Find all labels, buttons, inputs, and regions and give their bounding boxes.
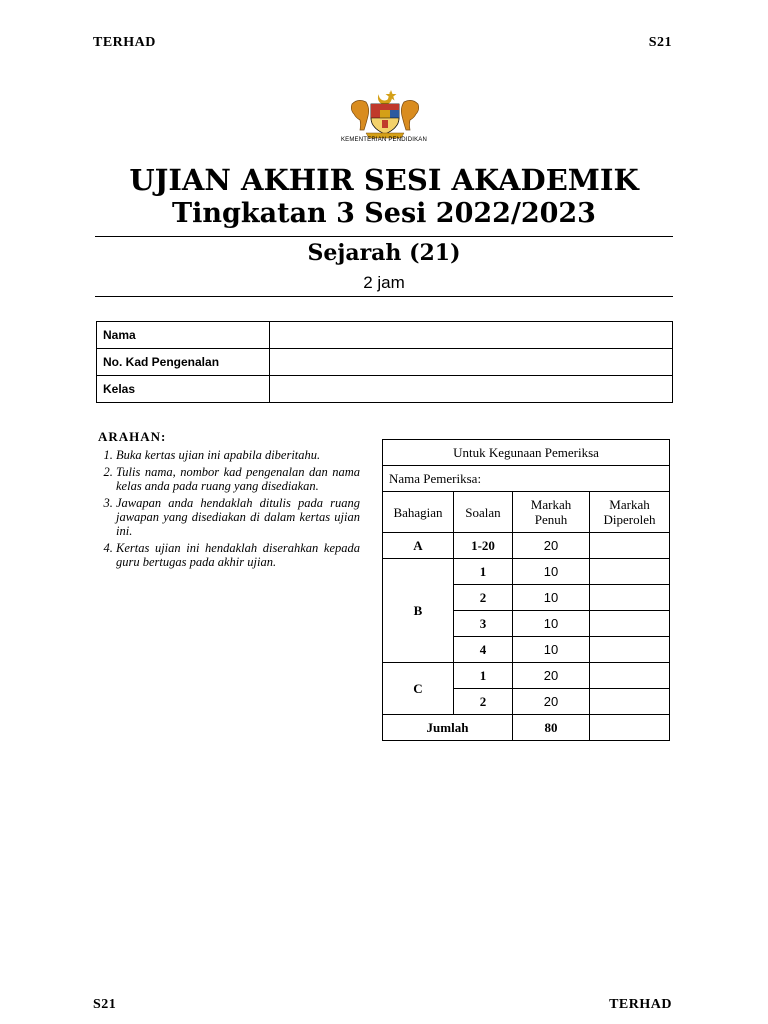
section-c: C: [383, 663, 454, 715]
full-marks: 20: [513, 663, 590, 689]
header-paper-code: S21: [648, 35, 672, 50]
examiner-table-title: Untuk Kegunaan Pemeriksa: [383, 440, 670, 466]
field-input-name[interactable]: [270, 322, 673, 349]
footer-classification: TERHAD: [609, 997, 672, 1012]
instruction-item: 2. Tulis nama, nombor kad pengenalan dan nama kelas anda pada ruang yang disediakan.: [116, 465, 360, 493]
field-input-ic[interactable]: [270, 349, 673, 376]
footer-paper-code: S21: [93, 997, 117, 1012]
col-header-markah-penuh: Markah Penuh: [513, 492, 590, 533]
full-marks: 10: [513, 637, 590, 663]
candidate-row-ic: [97, 349, 673, 376]
header-classification: TERHAD: [93, 35, 156, 50]
exam-form-session: Tingkatan 3 Sesi 2022/2023: [172, 198, 596, 229]
divider-top: [95, 236, 673, 237]
marks-obtained-input[interactable]: [590, 663, 670, 689]
marks-obtained-input[interactable]: [590, 637, 670, 663]
candidate-row-name: [97, 322, 673, 349]
question-number: 2: [454, 585, 513, 611]
question-number: 1-20: [454, 533, 513, 559]
marks-obtained-input[interactable]: [590, 533, 670, 559]
full-marks: 20: [513, 689, 590, 715]
table-row: [383, 559, 670, 585]
field-label-class: Kelas: [97, 376, 270, 403]
candidate-row-class: [97, 376, 673, 403]
ministry-label: KEMENTERIAN PENDIDIKAN: [340, 137, 428, 143]
full-marks: 10: [513, 585, 590, 611]
candidate-info-table: [96, 321, 673, 403]
question-number: 2: [454, 689, 513, 715]
marks-obtained-input[interactable]: [590, 689, 670, 715]
marks-obtained-input[interactable]: [590, 611, 670, 637]
full-marks: 10: [513, 611, 590, 637]
total-full-marks: 80: [513, 715, 590, 741]
question-number: 3: [454, 611, 513, 637]
instructions: [98, 429, 360, 572]
instruction-item: 4. Kertas ujian ini hendaklah diserahkan kepada guru bertugas pada akhir ujian.: [116, 541, 360, 569]
full-marks: 20: [513, 533, 590, 559]
field-input-class[interactable]: [270, 376, 673, 403]
col-header-bahagian: Bahagian: [383, 492, 454, 533]
question-number: 1: [454, 663, 513, 689]
instruction-item: 1. Buka kertas ujian ini apabila diberitahu.: [116, 448, 360, 462]
marks-obtained-input[interactable]: [590, 585, 670, 611]
section-b: B: [383, 559, 454, 663]
col-header-markah-diperoleh: Markah Diperoleh: [590, 492, 670, 533]
instructions-title: ARAHAN:: [98, 429, 167, 444]
table-row: [383, 533, 670, 559]
table-row: [383, 663, 670, 689]
examiner-name-field[interactable]: Nama Pemeriksa:: [383, 466, 670, 492]
full-marks: 10: [513, 559, 590, 585]
subject-title: Sejarah (21): [307, 240, 461, 266]
marks-obtained-input[interactable]: [590, 559, 670, 585]
total-obtained-input[interactable]: [590, 715, 670, 741]
total-label: Jumlah: [383, 715, 513, 741]
exam-title: UJIAN AKHIR SESI AKADEMIK: [129, 163, 639, 197]
exam-duration: 2 jam: [363, 273, 405, 292]
examiner-table: [382, 439, 670, 741]
instructions-list: [98, 448, 360, 569]
field-label-ic: No. Kad Pengenalan: [97, 349, 270, 376]
section-a: A: [383, 533, 454, 559]
divider-bottom: [95, 296, 673, 297]
question-number: 4: [454, 637, 513, 663]
instruction-item: 3. Jawapan anda hendaklah ditulis pada ruang jawapan yang disediakan di dalam kertas ujian ini.: [116, 496, 360, 538]
total-row: [383, 715, 670, 741]
coat-of-arms-icon: [344, 86, 426, 144]
question-number: 1: [454, 559, 513, 585]
field-label-name: Nama: [97, 322, 270, 349]
col-header-soalan: Soalan: [454, 492, 513, 533]
